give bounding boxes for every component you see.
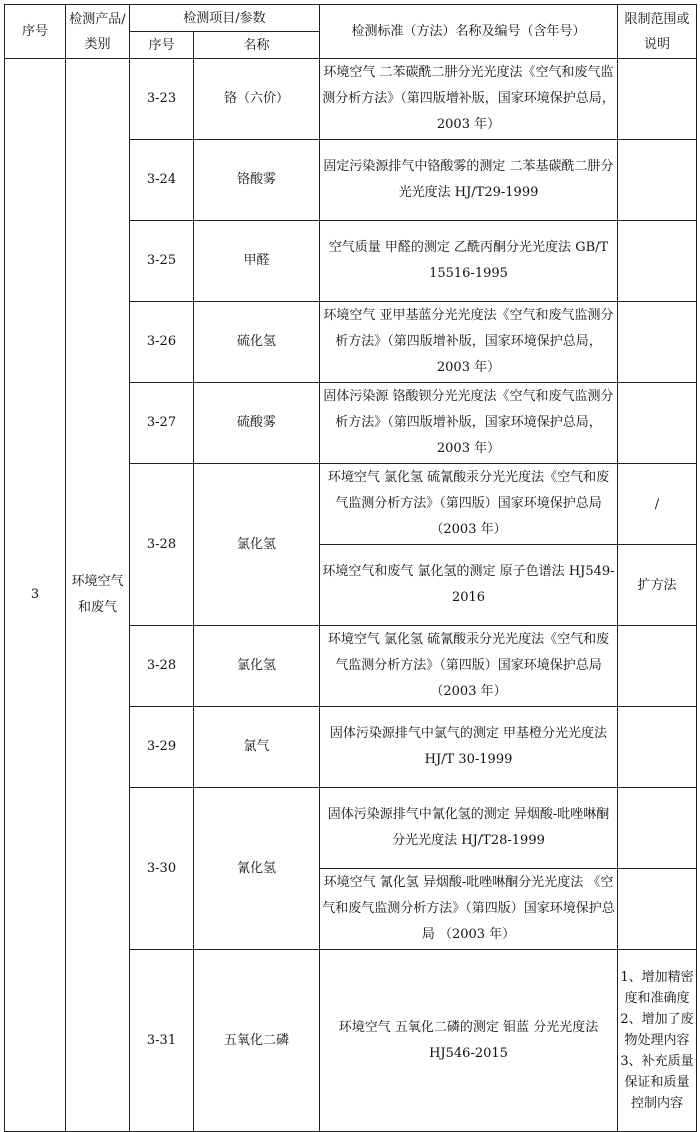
- group-category: 环境空气和废气: [66, 59, 130, 1132]
- limit-cell: [618, 59, 697, 140]
- item-name: 五氧化二磷: [194, 950, 320, 1132]
- item-no: 3-29: [130, 707, 194, 788]
- standard-cell: 固体污染源排气中氯气的测定 甲基橙分光光度法 HJ/T 30-1999: [320, 707, 618, 788]
- limit-cell: [618, 140, 697, 221]
- item-no: 3-23: [130, 59, 194, 140]
- item-name: 铬酸雾: [194, 140, 320, 221]
- item-name: 氯化氢: [194, 626, 320, 707]
- header-seq: 序号: [5, 5, 66, 59]
- item-no: 3-31: [130, 950, 194, 1132]
- standards-table: [4, 4, 697, 1132]
- standard-cell: 固定污染源排气中铬酸雾的测定 二苯基碳酰二肼分光光度法 HJ/T29-1999: [320, 140, 618, 221]
- item-name: 硫酸雾: [194, 383, 320, 464]
- table-row: [5, 59, 697, 140]
- item-no: 3-27: [130, 383, 194, 464]
- header-item-name: 名称: [194, 32, 320, 59]
- limit-cell: 1、增加精密度和准确度2、增加了废物处理内容3、补充质量保证和质量控制内容: [618, 950, 697, 1132]
- standard-cell: 固体污染源排气中氰化氢的测定 异烟酸-吡唑啉酮分光光度法 HJ/T28-1999: [320, 788, 618, 869]
- limit-cell: [618, 707, 697, 788]
- item-name: 硫化氢: [194, 302, 320, 383]
- standard-cell: 环境空气 氯化氢 硫氰酸汞分光光度法《空气和废气监测分析方法》（第四版）国家环境保护总局（2003 年）: [320, 626, 618, 707]
- item-no: 3-30: [130, 788, 194, 950]
- limit-cell: 扩方法: [618, 545, 697, 626]
- limit-cell: [618, 383, 697, 464]
- item-no: 3-25: [130, 221, 194, 302]
- header-limit: 限制范围或说明: [618, 5, 697, 59]
- limit-cell: [618, 626, 697, 707]
- limit-cell: [618, 788, 697, 869]
- limit-cell: /: [618, 464, 697, 545]
- item-name: 铬（六价）: [194, 59, 320, 140]
- standard-cell: 环境空气 二苯碳酰二肼分光光度法《空气和废气监测分析方法》（第四版增补版，国家环境保护总局，2003 年）: [320, 59, 618, 140]
- standard-cell: 环境空气 五氧化二磷的测定 钼蓝 分光光度法 HJ546-2015: [320, 950, 618, 1132]
- standard-cell: 环境空气 氯化氢 硫氰酸汞分光光度法《空气和废气监测分析方法》（第四版）国家环境保护总局（2003 年）: [320, 464, 618, 545]
- standard-cell: 固体污染源 铬酸钡分光光度法《空气和废气监测分析方法》（第四版增补版，国家环境保护总局，2003 年）: [320, 383, 618, 464]
- item-name: 氰化氢: [194, 788, 320, 950]
- item-no: 3-28: [130, 464, 194, 626]
- item-name: 氯化氢: [194, 464, 320, 626]
- limit-cell: [618, 302, 697, 383]
- standard-cell: 环境空气 亚甲基蓝分光光度法《空气和废气监测分析方法》（第四版增补版，国家环境保护总局，2003 年）: [320, 302, 618, 383]
- item-no: 3-26: [130, 302, 194, 383]
- standard-cell: 环境空气和废气 氯化氢的测定 原子色谱法 HJ549-2016: [320, 545, 618, 626]
- limit-cell: [618, 869, 697, 950]
- header-standard: 检测标准（方法）名称及编号（含年号）: [320, 5, 618, 59]
- header-category: 检测产品/类别: [66, 5, 130, 59]
- limit-cell: [618, 221, 697, 302]
- group-seq: 3: [5, 59, 66, 1132]
- header-item-group: 检测项目/参数: [130, 5, 320, 32]
- item-no: 3-28: [130, 626, 194, 707]
- item-name: 氯气: [194, 707, 320, 788]
- standard-cell: 空气质量 甲醛的测定 乙酰丙酮分光光度法 GB/T 15516-1995: [320, 221, 618, 302]
- standard-cell: 环境空气 氰化氢 异烟酸-吡唑啉酮分光光度法 《空气和废气监测分析方法》（第四版）国家环境保护总局 （2003 年）: [320, 869, 618, 950]
- header-item-seq: 序号: [130, 32, 194, 59]
- item-name: 甲醛: [194, 221, 320, 302]
- document-page: [4, 4, 697, 1132]
- item-no: 3-24: [130, 140, 194, 221]
